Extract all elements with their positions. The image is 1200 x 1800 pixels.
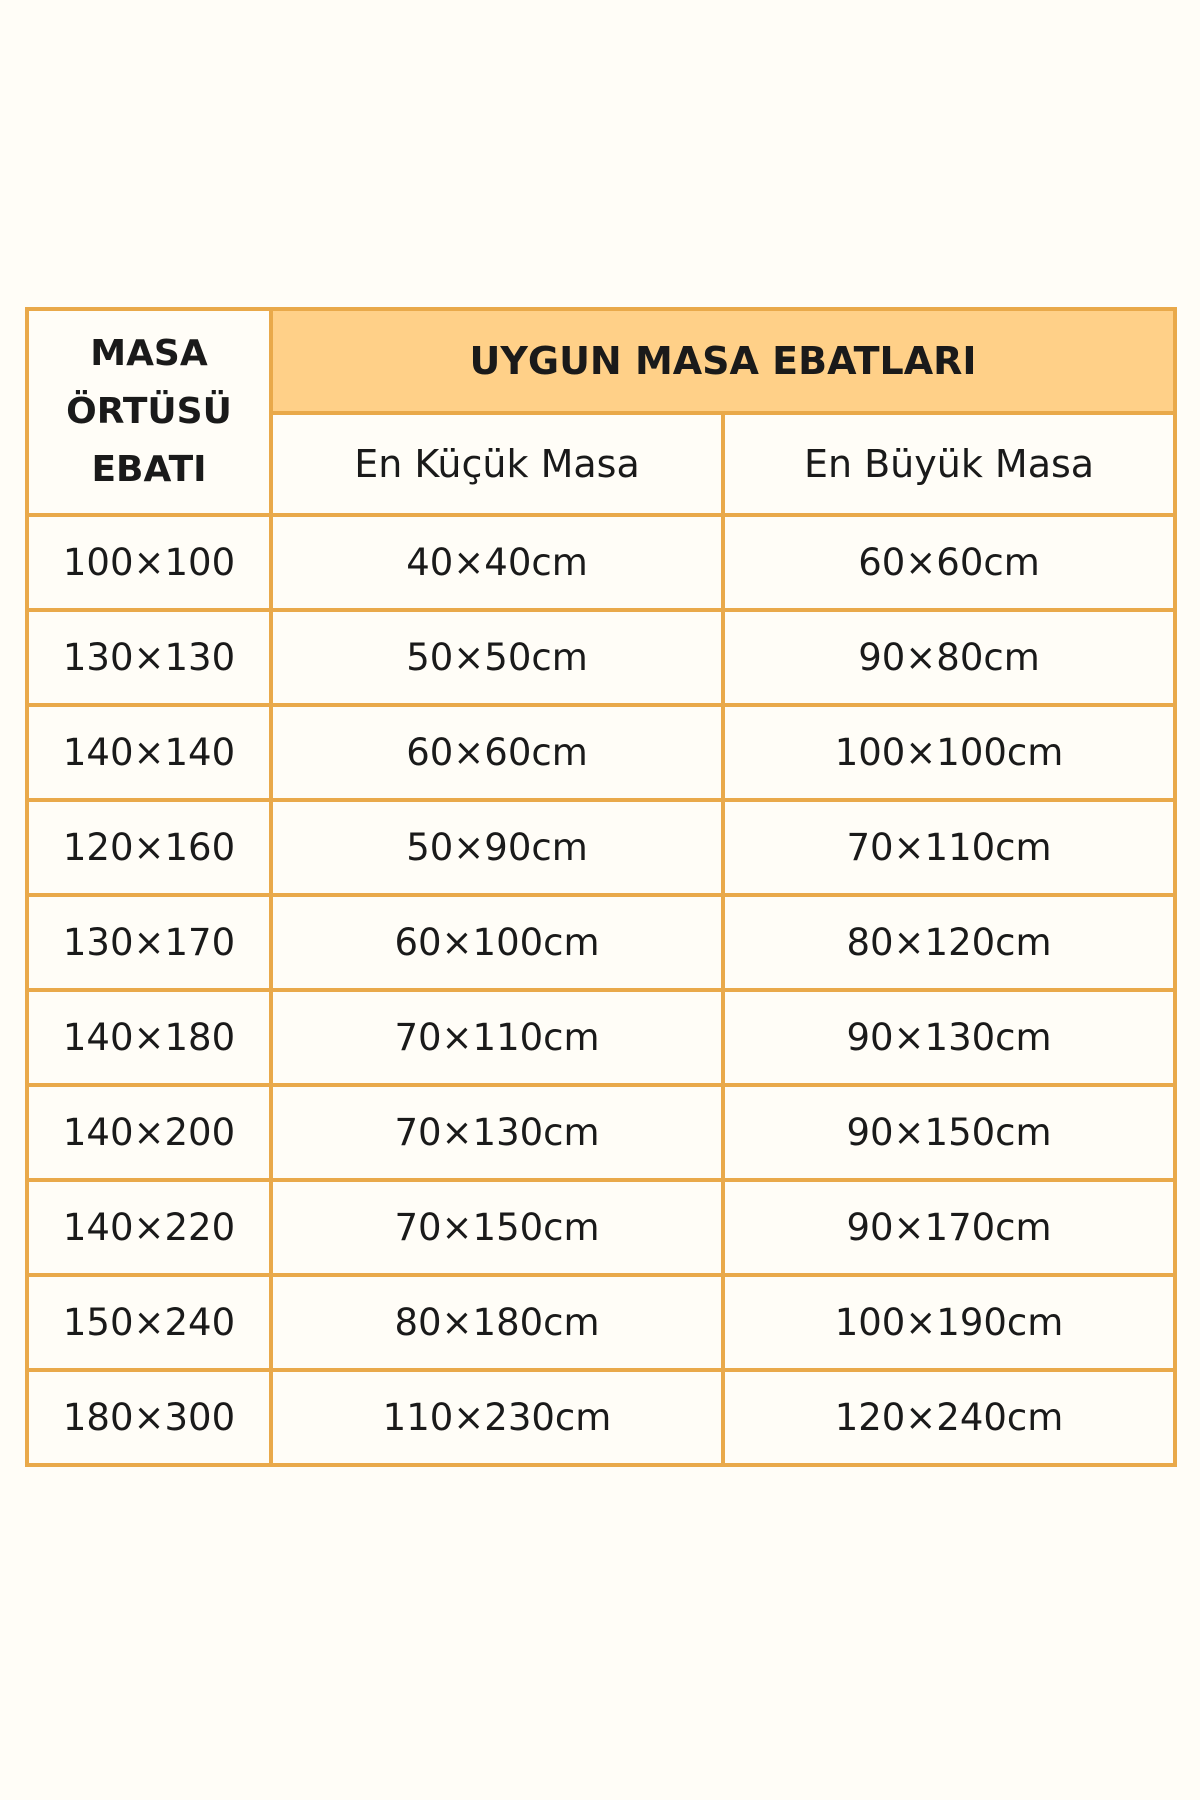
largest-table-cell: 120×240cm [723, 1370, 1175, 1465]
table-row [27, 895, 1175, 990]
smallest-table-cell: 80×180cm [271, 1275, 723, 1370]
table-row [27, 990, 1175, 1085]
tablecloth-size-cell: 100×100 [27, 515, 271, 610]
smallest-table-cell: 70×130cm [271, 1085, 723, 1180]
size-chart-table [25, 307, 1177, 1467]
largest-table-header: En Büyük Masa [723, 413, 1175, 515]
smallest-table-header: En Küçük Masa [271, 413, 723, 515]
tablecloth-size-cell: 130×130 [27, 610, 271, 705]
largest-table-cell: 90×150cm [723, 1085, 1175, 1180]
smallest-table-cell: 50×50cm [271, 610, 723, 705]
table-row [27, 1180, 1175, 1275]
header-row-top [27, 309, 1175, 413]
largest-table-cell: 70×110cm [723, 800, 1175, 895]
tablecloth-size-cell: 130×170 [27, 895, 271, 990]
corner-header-line: EBATI [91, 449, 207, 490]
largest-table-cell: 100×190cm [723, 1275, 1175, 1370]
largest-table-cell: 100×100cm [723, 705, 1175, 800]
smallest-table-cell: 50×90cm [271, 800, 723, 895]
largest-table-cell: 60×60cm [723, 515, 1175, 610]
smallest-table-cell: 60×100cm [271, 895, 723, 990]
table-row [27, 515, 1175, 610]
table-row [27, 1085, 1175, 1180]
largest-table-cell: 90×170cm [723, 1180, 1175, 1275]
tablecloth-size-header [27, 309, 271, 515]
largest-table-cell: 90×80cm [723, 610, 1175, 705]
smallest-table-cell: 110×230cm [271, 1370, 723, 1465]
table-row [27, 610, 1175, 705]
tablecloth-size-cell: 180×300 [27, 1370, 271, 1465]
corner-header-line: ÖRTÜSÜ [66, 391, 232, 432]
table-row [27, 800, 1175, 895]
smallest-table-cell: 70×110cm [271, 990, 723, 1085]
table-row [27, 1370, 1175, 1465]
tablecloth-size-cell: 140×200 [27, 1085, 271, 1180]
tablecloth-size-cell: 140×180 [27, 990, 271, 1085]
largest-table-cell: 90×130cm [723, 990, 1175, 1085]
tablecloth-size-cell: 120×160 [27, 800, 271, 895]
tablecloth-size-cell: 140×220 [27, 1180, 271, 1275]
tablecloth-size-cell: 150×240 [27, 1275, 271, 1370]
largest-table-cell: 80×120cm [723, 895, 1175, 990]
smallest-table-cell: 70×150cm [271, 1180, 723, 1275]
table-row [27, 705, 1175, 800]
suitable-table-sizes-header: UYGUN MASA EBATLARI [271, 309, 1175, 413]
table-row [27, 1275, 1175, 1370]
smallest-table-cell: 60×60cm [271, 705, 723, 800]
corner-header-line: MASA [90, 333, 208, 374]
smallest-table-cell: 40×40cm [271, 515, 723, 610]
tablecloth-size-cell: 140×140 [27, 705, 271, 800]
